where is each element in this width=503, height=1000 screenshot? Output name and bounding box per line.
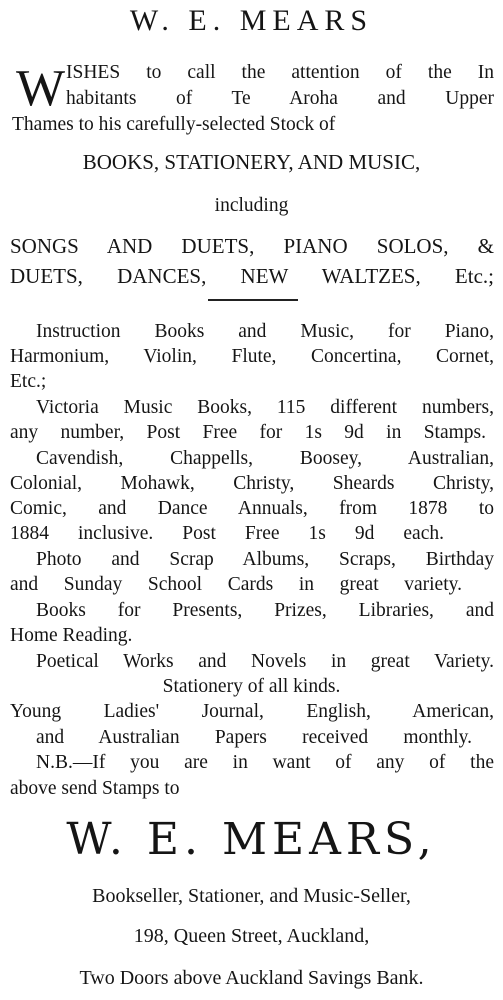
body-line: Comic, and Dance Annuals, from 1878 to: [10, 498, 494, 519]
body-line: Home Reading.: [10, 625, 133, 646]
body-line: any number, Post Free for 1s 9d in Stamps.: [10, 422, 486, 443]
advertiser-title: W. E. MEARS: [129, 4, 374, 37]
body-line: N.B.—If you are in want of any of the: [36, 752, 494, 773]
body-line: Stationery of all kinds.: [162, 676, 341, 697]
footer-occupation: Bookseller, Stationer, and Music-Seller,: [92, 885, 411, 907]
body-line: Young Ladies' Journal, English, American,: [10, 701, 494, 722]
body-line: Cavendish, Chappells, Boosey, Australian,: [36, 448, 494, 469]
body-line: Photo and Scrap Albums, Scraps, Birthday: [36, 549, 494, 570]
intro-line-3: Thames to his carefully-selected Stock of: [12, 114, 336, 135]
body-line: above send Stamps to: [10, 778, 180, 799]
footer-advertiser-name: W. E. MEARS,: [66, 814, 437, 865]
headline-songs-1: SONGS AND DUETS, PIANO SOLOS, &: [10, 234, 494, 258]
body-line: Harmonium, Violin, Flute, Concertina, Cornet,: [10, 346, 494, 367]
body-line: Etc.;: [10, 371, 47, 392]
body-line: Colonial, Mohawk, Christy, Sheards Christy,: [10, 473, 494, 494]
body-line: and Australian Papers received monthly.: [36, 727, 472, 748]
body-line: and Sunday School Cards in great variety.: [10, 574, 462, 595]
headline-songs-2: DUETS, DANCES, NEW WALTZES, Etc.;: [10, 264, 494, 288]
footer-address: 198, Queen Street, Auckland,: [133, 925, 370, 947]
divider-rule: [208, 299, 298, 301]
body-line: 1884 inclusive. Post Free 1s 9d each.: [10, 523, 444, 544]
headline-main: BOOKS, STATIONERY, AND MUSIC,: [82, 150, 421, 174]
body-line: Instruction Books and Music, for Piano,: [36, 321, 494, 342]
body-line: Victoria Music Books, 115 different numbers,: [36, 397, 494, 418]
headline-including: including: [214, 195, 289, 216]
body-line: Poetical Works and Novels in great Variety.: [36, 651, 494, 672]
drop-cap: W: [16, 60, 66, 117]
footer-location: Two Doors above Auckland Savings Bank.: [79, 967, 424, 989]
intro-line-2: habitants of Te Aroha and Upper: [66, 88, 494, 109]
body-line: Books for Presents, Prizes, Libraries, and: [36, 600, 494, 621]
intro-line-1: ISHES to call the attention of the In: [66, 62, 494, 83]
